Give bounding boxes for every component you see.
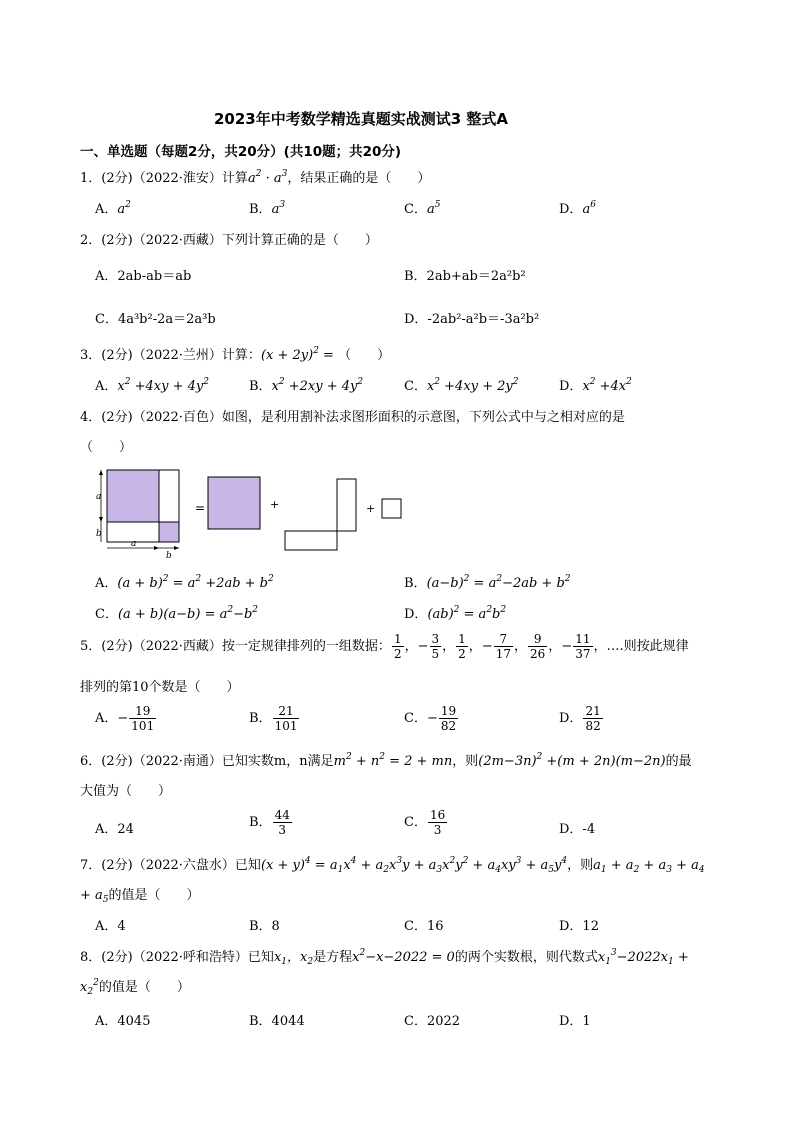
question-text: 如图，是利用割补法求图形面积的示意图，下列公式中与之相对应的是	[221, 410, 625, 425]
option-b[interactable]: B．8	[249, 919, 280, 934]
formula: $m^2 + n^2 = 2$ + mn	[333, 752, 453, 769]
question-meta: (2分)（2022·西藏）	[101, 233, 222, 248]
option-a[interactable]: A．$a^2$	[95, 200, 131, 217]
question-2	[80, 229, 378, 248]
question-meta: (2分)（2022·百色）	[101, 410, 222, 425]
question-meta: (2分)（2022·呼和浩特）	[101, 950, 248, 965]
option-b[interactable]: B．$a^3$	[249, 200, 286, 217]
question-number: 8．	[80, 950, 102, 965]
question-1	[80, 167, 430, 186]
question-number: 5．	[80, 639, 102, 654]
question-number: 3．	[80, 348, 102, 363]
question-text: （ ）	[338, 348, 391, 363]
sequence-sign: −	[481, 639, 493, 654]
formula: + $a_5$	[80, 888, 109, 905]
plus-sign: +	[270, 498, 280, 511]
option-c[interactable]: C．$a^5$	[404, 200, 441, 217]
label-b: b	[96, 529, 102, 539]
square-a-squared	[208, 477, 260, 529]
option-a[interactable]: A．− $\frac{19}{101}$	[95, 704, 155, 733]
option-a[interactable]: A．4045	[95, 1014, 151, 1029]
question-meta: (2分)（2022·南通）	[101, 754, 222, 769]
answer-paren: （ ）	[80, 440, 133, 455]
sequence-fraction: $\frac{9}{26}$	[530, 632, 546, 661]
question-text: 的值是（ ）	[98, 980, 190, 995]
sequence-fraction: $\frac{1}{2}$	[458, 632, 466, 661]
option-d[interactable]: D．$x^2 +4x^2$	[559, 377, 632, 394]
option-a[interactable]: A．$(a + b)^2 = a^2 +2ab + b^2$	[95, 574, 274, 591]
question-3	[80, 344, 390, 363]
sequence-sign: −	[561, 639, 573, 654]
question-number: 1．	[80, 171, 102, 186]
number-sequence: $\frac{1}{2}$ ，− $\frac{3}{5}$ ， $\frac{1}{2}$ ，− $\frac{7}{17}$ ， $\frac{9}{26}$ ，− $\frac{11}{37}$	[393, 632, 591, 661]
question-meta: (2分)（2022·淮安）	[101, 171, 222, 186]
sequence-fraction: $\frac{7}{17}$	[495, 632, 511, 661]
question-7	[80, 854, 705, 873]
formula: $x_1$，$x_2$	[273, 950, 314, 967]
option-c[interactable]: C．2022	[404, 1014, 461, 1029]
question-5-line2: 排列的第10个数是（ ）	[80, 680, 240, 695]
question-number: 2．	[80, 233, 102, 248]
option-c[interactable]: C．$(a + b)(a-b) = a^2-b^2$	[95, 605, 259, 622]
option-d[interactable]: D．$a^6$	[559, 200, 596, 217]
question-8	[80, 946, 689, 965]
question-6-line2: 大值为（ ）	[80, 784, 172, 799]
square-b-squared	[382, 499, 401, 518]
question-text: 计算：	[221, 348, 261, 363]
question-number: 6．	[80, 754, 102, 769]
option-c[interactable]: C．4a³b²-2a＝2a³b	[95, 312, 216, 327]
page-title: 2023年中考数学精选真题实战测试3 整式A	[214, 110, 509, 128]
option-a[interactable]: A．$x^2 +4xy + 4y^2$	[95, 377, 209, 394]
question-text: ，结果正确的是（ ）	[287, 171, 431, 186]
option-b[interactable]: B．$x^2 +2xy + 4y^2$	[249, 377, 364, 394]
question-7-line2	[80, 884, 200, 903]
formula: $x_2^2$	[80, 978, 99, 997]
label-a-bottom: a	[131, 539, 137, 549]
option-b[interactable]: B．4044	[249, 1014, 305, 1029]
question-text: 的两个实数根，则代数式	[454, 950, 598, 965]
option-d[interactable]: D． $\frac{21}{82}$	[559, 704, 601, 733]
question-8-line2	[80, 976, 190, 995]
formula: $(2m-3n)^2 +(m + 2n)(m-2n)$	[478, 752, 666, 769]
formula: $a^2 \cdot a^3$	[247, 169, 288, 186]
question-text: 的最	[665, 754, 692, 769]
question-text: 按一定规律排列的一组数据：	[221, 639, 391, 654]
option-b[interactable]: B．2ab+ab＝2a²b²	[404, 269, 526, 284]
sequence-fraction: $\frac{11}{37}$	[575, 632, 591, 661]
section-heading: 一、单选题（每题2分，共20分）(共10题；共20分)	[80, 144, 402, 160]
option-c[interactable]: C．$x^2 +4xy + 2y^2$	[404, 377, 519, 394]
question-meta: (2分)（2022·西藏）	[101, 639, 222, 654]
question-text: 已知	[247, 950, 274, 965]
question-text: 计算	[221, 171, 248, 186]
option-d[interactable]: D．-4	[559, 822, 596, 837]
sequence-fraction: $\frac{1}{2}$	[393, 632, 402, 661]
sequence-fraction: $\frac{3}{5}$	[431, 632, 440, 661]
question-text: ，则	[567, 858, 594, 873]
formula: $(x + y)^4 = a_1x^4 + a_2x^3y + a_3x^2y^2 + a_4xy^3 + a_5y^4$	[260, 856, 568, 875]
question-text: ，….则按此规律	[593, 639, 689, 654]
question-text: 已知实数m，n满足	[221, 754, 334, 769]
small-square-b	[159, 522, 179, 542]
plus-sign: +	[366, 502, 376, 515]
option-c[interactable]: C．− $\frac{19}{82}$	[404, 704, 457, 733]
question-6	[80, 750, 692, 769]
rect-ab-horizontal	[285, 531, 337, 550]
equals-sign: =	[195, 501, 206, 515]
option-b[interactable]: B． $\frac{44}{3}$	[249, 808, 290, 837]
question-5	[80, 632, 689, 661]
option-d[interactable]: D．1	[559, 1014, 591, 1029]
label-b-bottom: b	[166, 551, 172, 561]
option-c[interactable]: C． $\frac{16}{3}$	[404, 808, 446, 837]
question-number: 4．	[80, 410, 102, 425]
option-d[interactable]: D．-2ab²-a²b＝-3a²b²	[404, 312, 540, 327]
area-diagram	[90, 462, 420, 562]
option-d[interactable]: D．$(ab)^2 = a^2b^2$	[404, 605, 507, 622]
sequence-sign: −	[417, 639, 429, 654]
question-text: 的值是（ ）	[108, 888, 200, 903]
formula: $a_1 + a_2 + a_3 + a_4$	[593, 858, 705, 875]
option-a[interactable]: A．2ab-ab＝ab	[95, 269, 192, 284]
formula: $(x + 2y)^2$ =	[260, 346, 339, 363]
formula: $x_1^3-2022x_1$ +	[597, 948, 689, 967]
question-4	[80, 406, 625, 425]
question-number: 7．	[80, 858, 102, 873]
formula: $x^2-x-2022 = 0$	[352, 948, 455, 965]
big-square-a	[107, 470, 159, 522]
rect-ab-vertical	[337, 479, 356, 531]
label-a: a	[96, 492, 102, 502]
option-b[interactable]: B．$(a-b)^2 = a^2-2ab + b^2$	[404, 574, 571, 591]
option-a[interactable]: A．24	[95, 822, 134, 837]
question-text: 下列计算正确的是（ ）	[221, 233, 378, 248]
question-text: 已知	[234, 858, 261, 873]
question-text: 是方程	[313, 950, 353, 965]
option-b[interactable]: B． $\frac{21}{101}$	[249, 704, 298, 733]
option-a[interactable]: A．4	[95, 919, 126, 934]
question-meta: (2分)（2022·六盘水）	[101, 858, 235, 873]
question-text: ，则	[452, 754, 479, 769]
question-meta: (2分)（2022·兰州）	[101, 348, 222, 363]
option-d[interactable]: D．12	[559, 919, 599, 934]
option-c[interactable]: C．16	[404, 919, 444, 934]
